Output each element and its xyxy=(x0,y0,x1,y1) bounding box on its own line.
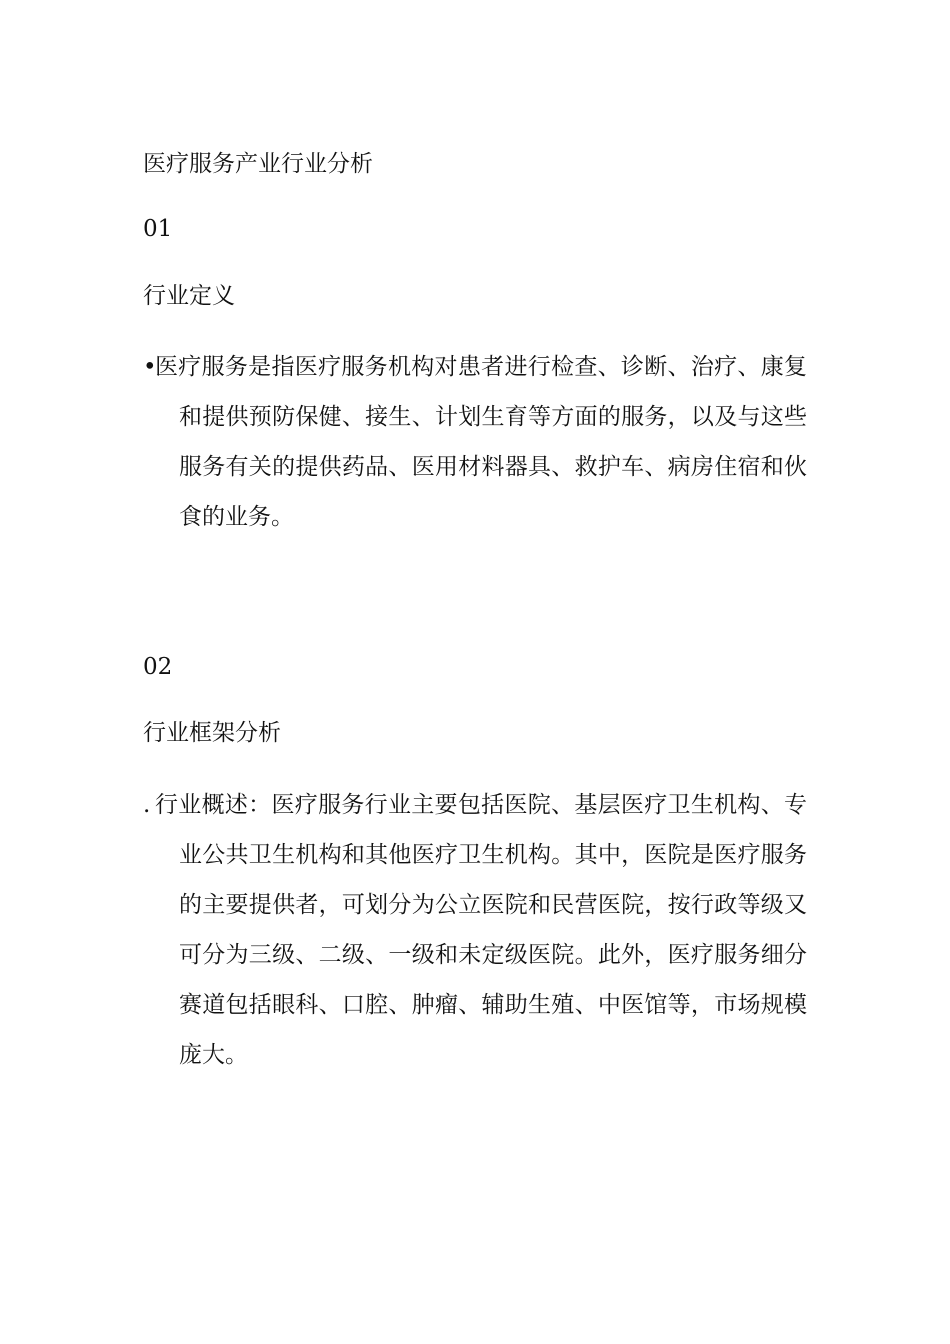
section-1-paragraph xyxy=(143,342,807,542)
section-2-paragraph xyxy=(143,780,807,1080)
section-2-body-text: 行业概述：医疗服务行业主要包括医院、基层医疗卫生机构、专业公共卫生机构和其他医疗卫生机构。其中，医院是医疗服务的主要提供者，可划分为公立医院和民营医院，按行政等级又可分为三级、二级、一级和未定级医院。此外，医疗服务细分赛道包括眼科、口腔、肿瘤、辅助生殖、中医馆等，市场规模庞大。 xyxy=(155,792,807,1068)
section-2-heading: 行业框架分析 xyxy=(143,720,281,746)
bullet-marker: • xyxy=(143,354,157,380)
section-1-body-text: 医疗服务是指医疗服务机构对患者进行检查、诊断、治疗、康复和提供预防保健、接生、计划生育等方面的服务，以及与这些服务有关的提供药品、医用材料器具、救护车、病房住宿和伙食的业务。 xyxy=(155,354,807,530)
section-1-number: 01 xyxy=(143,216,173,242)
section-1-heading: 行业定义 xyxy=(143,283,235,309)
section-2-number: 02 xyxy=(143,654,173,680)
bullet-marker: . xyxy=(143,792,151,818)
document-title: 医疗服务产业行业分析 xyxy=(143,151,373,177)
